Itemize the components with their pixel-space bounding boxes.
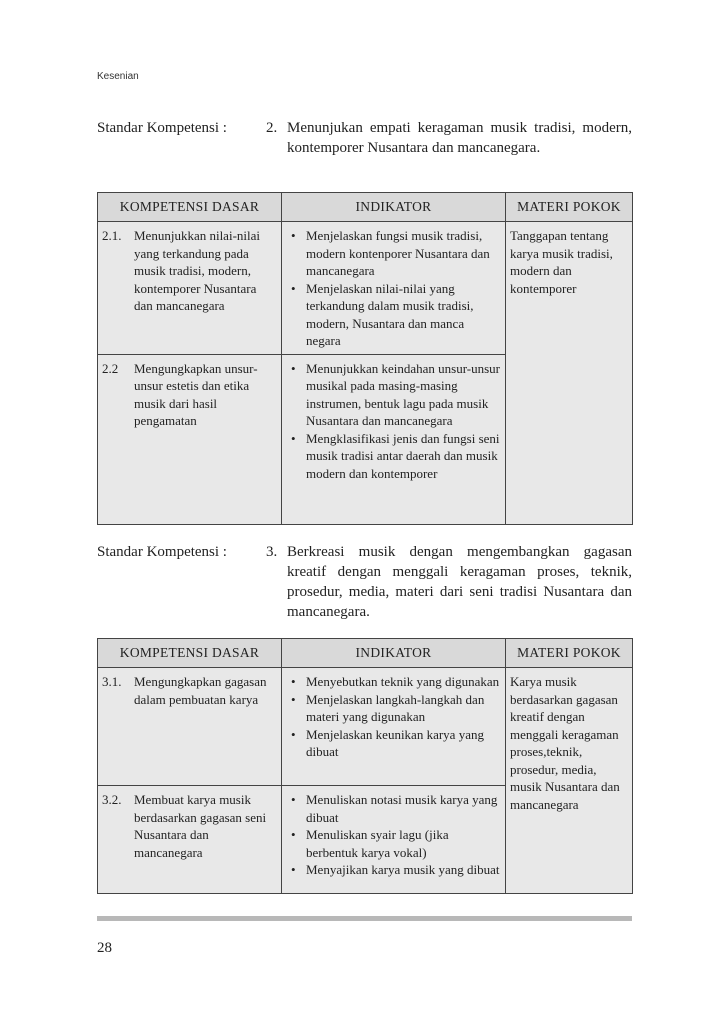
header-indikator: INDIKATOR — [282, 193, 506, 222]
kd-text: Mengungkapkan gagasan dalam pembuatan karya — [134, 674, 267, 707]
sk-text: Menunjukan empati keragaman musik tradisi, modern, kontemporer Nusantara dan mancanegara. — [287, 120, 632, 156]
kd-number: 3.2. — [102, 792, 122, 807]
kd-text: Mengungkapkan unsur-unsur estetis dan etika musik dari hasil pengamatan — [134, 360, 258, 428]
table-row — [98, 222, 633, 355]
materi-pokok-text: Tanggapan tentang karya musik tradisi, modern dan kontemporer — [510, 228, 613, 296]
page-number: 28 — [97, 940, 112, 956]
competency-table-3 — [97, 638, 633, 894]
table-row — [98, 668, 633, 786]
kd-text: Membuat karya musik berdasarkan gagasan seni Nusantara dan mancanegara — [134, 792, 267, 860]
kd-cell — [98, 222, 282, 355]
header-kompetensi-dasar: KOMPETENSI DASAR — [98, 193, 282, 222]
sk-number: 3. — [266, 544, 278, 560]
footer-rule — [97, 916, 632, 921]
kd-number: 2.2 — [102, 360, 119, 376]
indicator-cell — [282, 222, 506, 355]
indicator-item: • Menuliskan notasi musik karya yang dibuat — [286, 791, 501, 826]
header-kompetensi-dasar: KOMPETENSI DASAR — [98, 639, 282, 668]
materi-pokok-cell — [506, 222, 633, 355]
indicator-item: • Menyajikan karya musik yang dibuat — [286, 861, 501, 879]
header-materi-pokok: MATERI POKOK — [506, 639, 633, 668]
kd-cell — [98, 668, 282, 786]
indicator-item: • Menjelaskan langkah-langkah dan materi yang digunakan — [286, 691, 501, 726]
indicator-item: • Menunjukkan keindahan unsur-unsur musikal pada masing-masing instrumen, bentuk lagu pada musik Nusantara dan mancanegara — [286, 360, 501, 430]
sk-label: Standar Kompetensi : — [97, 544, 227, 560]
kd-cell — [98, 786, 282, 894]
competency-table-2 — [97, 192, 633, 525]
sk-label: Standar Kompetensi : — [97, 120, 227, 136]
materi-pokok-cell-empty — [506, 354, 633, 524]
indicator-item: • Menjelaskan fungsi musik tradisi, modern kontenporer Nusantara dan mancanegara — [286, 227, 501, 280]
kd-cell — [98, 354, 282, 524]
indicator-cell — [282, 354, 506, 524]
sk-number: 2. — [266, 120, 278, 136]
running-head: Kesenian — [97, 71, 139, 82]
indicator-item: • Menjelaskan keunikan karya yang dibuat — [286, 726, 501, 761]
header-materi-pokok: MATERI POKOK — [506, 193, 633, 222]
table-header-row — [98, 193, 633, 222]
kd-number: 3.1. — [102, 674, 122, 689]
indicator-item: • Mengklasifikasi jenis dan fungsi seni musik tradisi antar daerah dan musik modern dan kontemporer — [286, 430, 501, 483]
table-header-row — [98, 639, 633, 668]
indicator-cell — [282, 786, 506, 894]
materi-pokok-text: Karya musik berdasarkan gagasan kreatif dengan menggali keragaman proses,teknik, prosedur, media, musik Nusantara dan mancanegara — [510, 674, 620, 812]
sk-text: Berkreasi musik dengan mengembangkan gagasan kreatif dengan menggali keragaman proses, teknik, prosedur, media, materi dari seni tradisi Nusantara dan mancanegara. — [287, 544, 632, 620]
indicator-item: • Menuliskan syair lagu (jika berbentuk karya vokal) — [286, 826, 501, 861]
indicator-cell — [282, 668, 506, 786]
materi-pokok-cell — [506, 668, 633, 894]
indicator-item: • Menyebutkan teknik yang digunakan — [286, 673, 501, 691]
header-indikator: INDIKATOR — [282, 639, 506, 668]
kd-number: 2.1. — [102, 228, 122, 243]
table-row — [98, 354, 633, 524]
kd-text: Menunjukkan nilai-nilai yang terkandung pada musik tradisi, modern, kontemporer Nusantara dan mancanegara — [134, 228, 261, 313]
indicator-item: • Menjelaskan nilai-nilai yang terkandung dalam musik tradisi, modern, Nusantara dan manca negara — [286, 280, 501, 350]
